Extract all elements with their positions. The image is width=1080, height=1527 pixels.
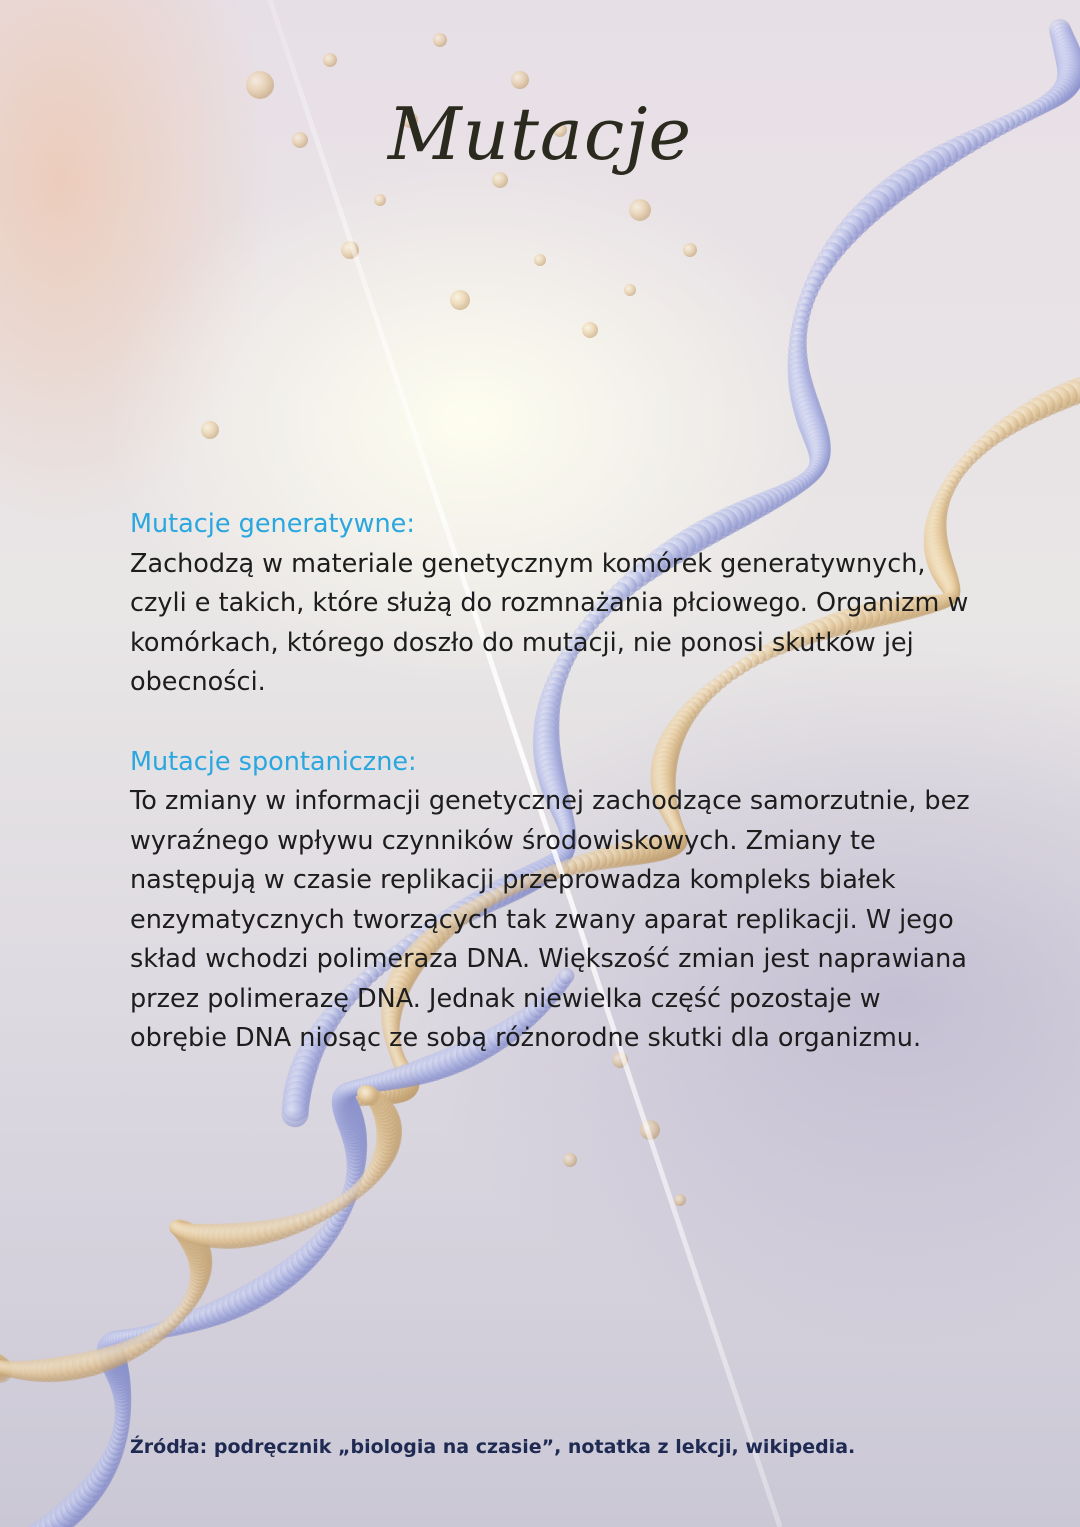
section-heading: Mutacje generatywne:	[130, 509, 415, 539]
section-generative-mutations	[130, 505, 970, 703]
section-heading: Mutacje spontaniczne:	[130, 746, 417, 777]
sources-footnote: Źródła: podręcznik „biologia na czasie”, notatka z lekcji, wikipedia.	[130, 1436, 856, 1458]
section-spontaneous-mutations	[130, 743, 970, 1059]
section-paragraph: Zachodzą w materiale genetycznym komórek generatywnych, czyli e takich, które służą do rozmnażania płciowego. Organizm w komórkach, którego doszło do mutacji, nie ponosi skutków jej obecności.	[130, 548, 969, 697]
main-content	[130, 505, 970, 1059]
page-title: Mutacje	[387, 92, 693, 176]
section-paragraph: To zmiany w informacji genetycznej zachodzące samorzutnie, bez wyraźnego wpływu czynników środowiskowych. Zmiany te następują w czasie replikacji przeprowadza kompleks białek enzymatycznych tworzących tak zwany aparat replikacji. W jego skład wchodzi polimeraza DNA. Większość zmian jest naprawiana przez polimerazę DNA. Jednak niewielka część pozostaje w obrębie DNA niosąc ze sobą różnorodne skutki dla organizmu.	[130, 786, 970, 1053]
